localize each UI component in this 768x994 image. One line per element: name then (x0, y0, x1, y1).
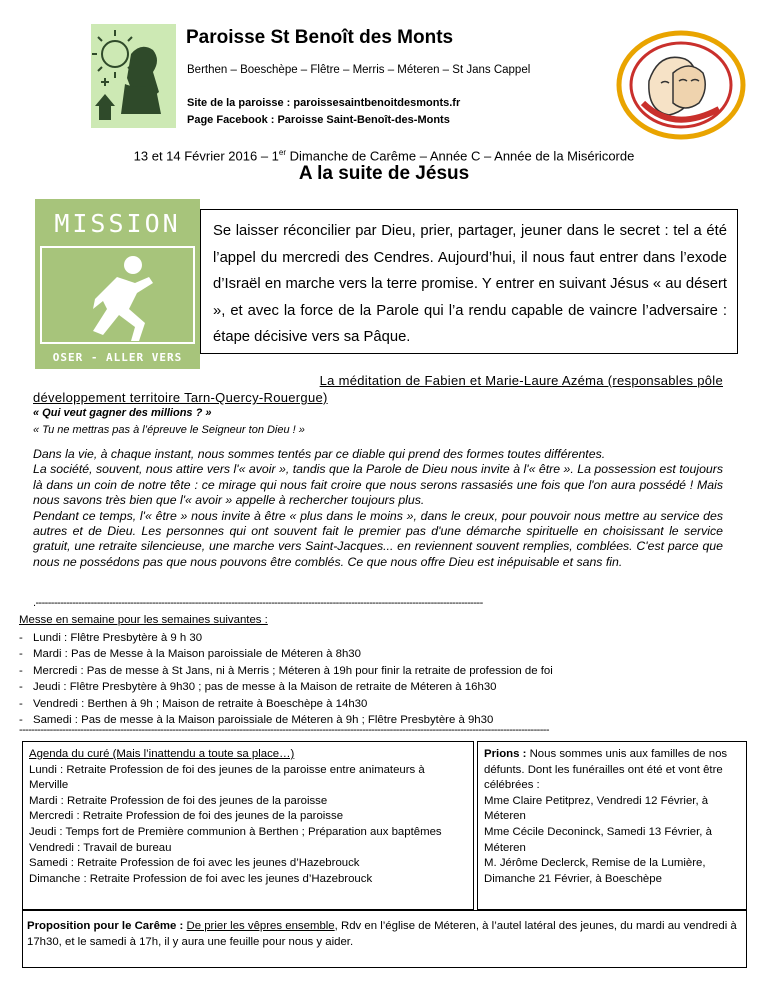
mass-heading: Messe en semaine pour les semaines suivantes : (19, 614, 268, 626)
agenda-line: Mercredi : Retraite Profession de foi des jeunes de la paroisse (29, 810, 344, 823)
meditation-paragraph: Dans la vie, à chaque instant, nous sommes tentés par ce diable qui prend des formes toutes différentes. (33, 447, 606, 461)
prayer-box (477, 741, 747, 910)
meditation-quote-1: « Qui veut gagner des millions ? » (33, 407, 212, 419)
proposition-text: , Rdv en l’église de Méteren, à l’autel latéral des jeunes, du mardi au vendredi à 17h30, et le samedi à 17h, il y aura une feuille pour nous y aider. (27, 920, 737, 948)
date-line (0, 148, 768, 163)
agenda-box (22, 741, 474, 910)
meditation-title-line1: La méditation de Fabien et Marie-Laure Azéma (responsables pôle (319, 373, 723, 388)
prayer-name: Mme Cécile Deconinck, Samedi 13 Février, à Méteren (484, 825, 712, 854)
date-line-start: 13 et 14 Février 2016 – 1 (133, 148, 279, 164)
list-item: - Mardi : Pas de Messe à la Maison paroissiale de Méteren à 8h30 (19, 646, 553, 662)
running-figure-icon (35, 199, 200, 369)
agenda-heading: Agenda du curé (Mais l’inattendu a toute sa place…) (29, 748, 295, 760)
agenda-line: Dimanche : Retraite Profession de foi avec les jeunes d’Hazebrouck (29, 872, 373, 885)
proposition-underlined: De prier les vêpres ensemble (186, 920, 335, 932)
agenda-line: Lundi : Retraite Profession de foi des jeunes de la paroisse entre animateurs à Merville (29, 763, 425, 792)
separator: ----------------------------------------------------------------------------------------------------------------------------------------------------------------------------- (19, 724, 549, 736)
list-item: - Samedi : Pas de messe à la Maison paroissiale de Méteren à 9h ; Flêtre Presbytère à 9h30 (19, 712, 553, 728)
agenda-line: Mardi : Retraite Profession de foi des jeunes de la paroisse (29, 794, 328, 807)
intro-text: Se laisser réconcilier par Dieu, prier, partager, jeuner dans le secret : tel a été l’appel du mercredi des Cendres. Aujourd’hui, il nous faut entrer dans l’exode d’Israël en marche vers la terre promise. Y entrer en suivant Jésus « au désert », et avec la force de la Parole qui l’a rendu capable de vaincre l’adversaire : étape décisive vers sa Pâque. (200, 209, 738, 354)
mercy-logo (603, 23, 753, 143)
proposition-box (22, 910, 747, 968)
meditation-paragraph: La société, souvent, nous attire vers l'« avoir », tandis que la Parole de Dieu nous invite à l'« être ». La possession est toujours là dans un coin de notre tête : ce mirage qui nous fait croire que nous serons rassasiés une fois que l'on aura possédé ! Mais nous savons très bien que l'« avoir » appelle à rechercher toujours plus. (33, 462, 723, 508)
list-item: - Vendredi : Berthen à 9h ; Maison de retraite à Boeschèpe à 14h30 (19, 696, 553, 712)
list-item: - Lundi : Flêtre Presbytère à 9 h 30 (19, 630, 553, 646)
parish-towns: Berthen – Boeschèpe – Flêtre – Merris – Méteren – St Jans Cappel (187, 64, 531, 76)
agenda-line: Vendredi : Travail de bureau (29, 841, 172, 854)
mass-list (19, 630, 553, 728)
prayer-name: Mme Claire Petitprez, Vendredi 12 Février, à Méteren (484, 794, 709, 823)
list-item: - Mercredi : Pas de messe à St Jans, ni à Merris ; Méteren à 19h pour finir la retraite de profession de foi (19, 663, 553, 679)
agenda-line: Samedi : Retraite Profession de foi avec les jeunes d’Hazebrouck (29, 857, 360, 870)
meditation-quote-2: « Tu ne mettras pas à l’épreuve le Seigneur ton Dieu ! » (33, 424, 305, 436)
prayer-label: Prions : (484, 748, 527, 760)
proposition-label: Proposition pour le Carême : (27, 920, 184, 932)
date-line-end: Dimanche de Carême – Année C – Année de la Miséricorde (286, 148, 635, 164)
prayer-text: Nous sommes unis aux familles de nos défunts. Dont les funérailles ont été et vont être célébrées : (484, 748, 728, 792)
parish-logo (91, 24, 176, 128)
date-line-sup: er (278, 148, 287, 157)
prayer-intro (484, 747, 740, 794)
mission-word: MISSION (54, 209, 181, 238)
agenda-line: Jeudi : Temps fort de Première communion à Berthen ; Préparation aux baptêmes (29, 825, 442, 838)
parish-facebook[interactable]: Page Facebook : Paroisse Saint-Benoît-des-Monts (187, 114, 450, 126)
meditation-title-line2: développement territoire Tarn-Quercy-Rouergue) (33, 390, 328, 405)
mission-image (35, 199, 200, 369)
parish-title: Paroisse St Benoît des Monts (186, 27, 454, 48)
separator: .-------------------------------------------------------------------------------------------------------------------------------------------------- (33, 597, 483, 609)
parish-website[interactable]: Site de la paroisse : paroissesaintbenoitdesmonts.fr (187, 97, 461, 109)
mission-caption: OSER - ALLER VERS (52, 351, 183, 364)
saint-benoit-logo-icon (91, 24, 176, 128)
meditation-body (33, 447, 723, 570)
page-title: A la suite de Jésus (298, 163, 470, 184)
meditation-paragraph: Pendant ce temps, l'« être » nous invite à être « plus dans le moins », dans le creux, pour pouvoir nous mettre au service des autres et de Dieu. Les personnes qui ont souvent fait le premier pas d'une démarche spirituelle en choisissant le service gratuit, une retraite silencieuse, une marche vers Saint-Jacques... en reviennent souvent remplies, comblées. C'est parce que nous ne possédons pas que nous pouvons être comblés. Ce que nous offre Dieu est inépuisable et sans fin. (33, 508, 723, 569)
meditation-title (33, 372, 723, 406)
list-item: - Jeudi : Flêtre Presbytère à 9h30 ; pas de messe à la Maison de retraite de Méteren à 16h30 (19, 679, 553, 695)
jubilee-mercy-logo-icon (603, 23, 753, 143)
prayer-name: M. Jérôme Declerck, Remise de la Lumière, Dimanche 21 Février, à Boeschèpe (484, 857, 706, 885)
